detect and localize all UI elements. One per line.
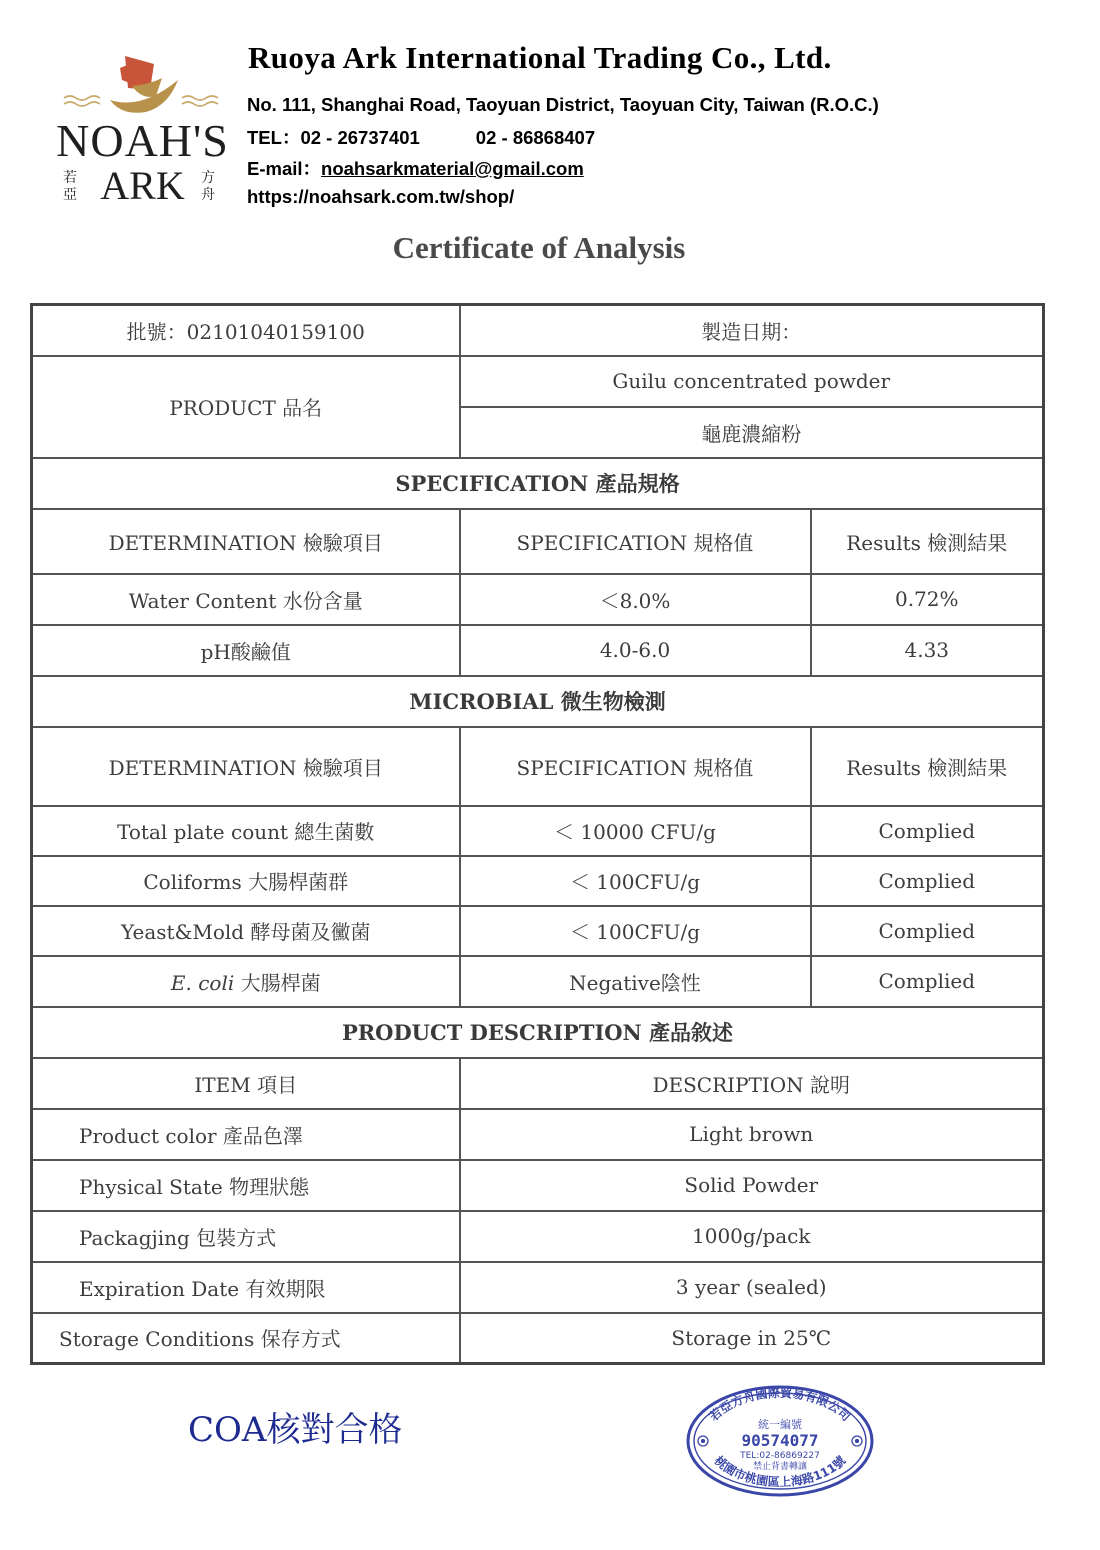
manufacture-date: 製造日期： xyxy=(460,305,1044,356)
tel-number-1: 02 - 26737401 xyxy=(300,127,420,148)
stamp-tax-id: 90574077 xyxy=(741,1431,819,1450)
spec-value: ＜8.0% xyxy=(460,574,811,625)
spec-item: Water Content 水份含量 xyxy=(32,574,460,625)
micro-header-specification: SPECIFICATION 規格值 xyxy=(460,727,811,806)
section-product-description: PRODUCT DESCRIPTION 產品敘述 xyxy=(32,1007,1044,1058)
spec-value: 4.0-6.0 xyxy=(460,625,811,676)
logo-cjk-right-1: 方 xyxy=(201,170,215,186)
table-row xyxy=(32,574,1044,625)
spec-header-results: Results 檢測結果 xyxy=(811,509,1044,574)
table-row xyxy=(32,625,1044,676)
company-phone xyxy=(247,124,595,150)
logo-cjk-right-2: 舟 xyxy=(201,187,215,203)
spec-header-determination: DETERMINATION 檢驗項目 xyxy=(32,509,460,574)
logo-cjk-left-1: 若 xyxy=(63,170,77,186)
table-row xyxy=(32,509,1044,574)
micro-item: Yeast&Mold 酵母菌及黴菌 xyxy=(32,906,460,956)
table-row xyxy=(32,305,1044,356)
micro-spec: Negative陰性 xyxy=(460,956,811,1007)
tel-number-2: 02 - 86868407 xyxy=(475,127,596,148)
desc-item: Expiration Date 有效期限 xyxy=(32,1262,460,1313)
micro-result: Complied xyxy=(811,906,1044,956)
coa-table xyxy=(30,303,1045,1365)
stamp-bottom-text: 桃園市桃園區上海路111號 xyxy=(711,1453,849,1490)
table-row xyxy=(32,1211,1044,1262)
micro-spec: ＜ 10000 CFU/g xyxy=(460,806,811,856)
micro-item: Coliforms 大腸桿菌群 xyxy=(32,856,460,906)
desc-value: Solid Powder xyxy=(460,1160,1044,1211)
table-row xyxy=(32,856,1044,906)
desc-header-item: ITEM 項目 xyxy=(32,1058,460,1109)
company-address: No. 111, Shanghai Road, Taoyuan District, Taoyuan City, Taiwan (R.O.C.) xyxy=(247,94,879,115)
stamp-ring-text: 若亞方舟國際貿易有限公司 xyxy=(706,1385,854,1424)
stamp-flower-right-icon xyxy=(852,1436,862,1446)
micro-item: Total plate count 總生菌數 xyxy=(32,806,460,856)
desc-value: 3 year (sealed) xyxy=(460,1262,1044,1313)
table-row xyxy=(32,906,1044,956)
company-email xyxy=(247,155,584,181)
desc-value: Light brown xyxy=(460,1109,1044,1160)
company-seal-stamp xyxy=(685,1385,875,1497)
email-label: E-mail： xyxy=(247,158,322,179)
micro-header-determination: DETERMINATION 檢驗項目 xyxy=(32,727,460,806)
product-name-zh: 龜鹿濃縮粉 xyxy=(460,407,1044,458)
wave-right-icon xyxy=(182,96,218,100)
spec-item: pH酸鹼值 xyxy=(32,625,460,676)
wave-right-icon-2 xyxy=(182,102,218,106)
table-row xyxy=(32,806,1044,856)
table-row xyxy=(32,1313,1044,1364)
table-row xyxy=(32,458,1044,509)
micro-item-rest: 大腸桿菌 xyxy=(234,970,321,995)
table-row xyxy=(32,676,1044,727)
table-row xyxy=(32,1262,1044,1313)
product-label: PRODUCT 品名 xyxy=(32,356,460,458)
company-name: Ruoya Ark International Trading Co., Ltd. xyxy=(248,40,832,75)
tel-label: TEL： xyxy=(247,127,301,148)
table-row xyxy=(32,1160,1044,1211)
table-row xyxy=(32,956,1044,1007)
stamp-note: 禁止背書轉讓 xyxy=(752,1462,808,1472)
table-row xyxy=(32,727,1044,806)
wave-left-icon-2 xyxy=(64,102,100,106)
desc-item: Product color 產品色澤 xyxy=(32,1109,460,1160)
stamp-flower-left-icon xyxy=(698,1436,708,1446)
micro-item-italic: E. coli xyxy=(170,970,235,995)
desc-header-description: DESCRIPTION 說明 xyxy=(460,1058,1044,1109)
product-name-en: Guilu concentrated powder xyxy=(460,356,1044,407)
micro-result: Complied xyxy=(811,956,1044,1007)
micro-result: Complied xyxy=(811,856,1044,906)
desc-item: Physical State 物理狀態 xyxy=(32,1160,460,1211)
desc-item: Storage Conditions 保存方式 xyxy=(32,1313,460,1364)
spec-result: 4.33 xyxy=(811,625,1044,676)
table-row xyxy=(32,1058,1044,1109)
logo-wordmark-noahs: NOAH'S xyxy=(56,115,229,166)
document-title: Certificate of Analysis xyxy=(392,230,686,265)
desc-value: 1000g/pack xyxy=(460,1211,1044,1262)
micro-item xyxy=(32,956,460,1007)
desc-item: Packagjing 包裝方式 xyxy=(32,1211,460,1262)
section-specification: SPECIFICATION 產品規格 xyxy=(32,458,1044,509)
table-row xyxy=(32,1007,1044,1058)
section-microbial: MICROBIAL 微生物檢測 xyxy=(32,676,1044,727)
desc-value: Storage in 25℃ xyxy=(460,1313,1044,1364)
logo-cjk-left-2: 亞 xyxy=(63,187,77,203)
stamp-tel: TEL:02-86869227 xyxy=(740,1451,820,1461)
coa-approval-text: COA核對合格 xyxy=(188,1410,403,1450)
table-row xyxy=(32,356,1044,407)
table-row xyxy=(32,1109,1044,1160)
company-website[interactable]: https://noahsark.com.tw/shop/ xyxy=(247,186,515,207)
micro-spec: ＜ 100CFU/g xyxy=(460,856,811,906)
wave-left-icon xyxy=(64,96,100,100)
batch-number: 批號：02101040159100 xyxy=(32,305,460,356)
stamp-label: 統一編號 xyxy=(758,1418,802,1431)
spec-result: 0.72% xyxy=(811,574,1044,625)
micro-header-results: Results 檢測結果 xyxy=(811,727,1044,806)
email-link[interactable]: noahsarkmaterial@gmail.com xyxy=(321,158,584,179)
spec-header-specification: SPECIFICATION 規格值 xyxy=(460,509,811,574)
micro-result: Complied xyxy=(811,806,1044,856)
logo-wordmark-ark: ARK xyxy=(100,163,185,208)
micro-spec: ＜ 100CFU/g xyxy=(460,906,811,956)
